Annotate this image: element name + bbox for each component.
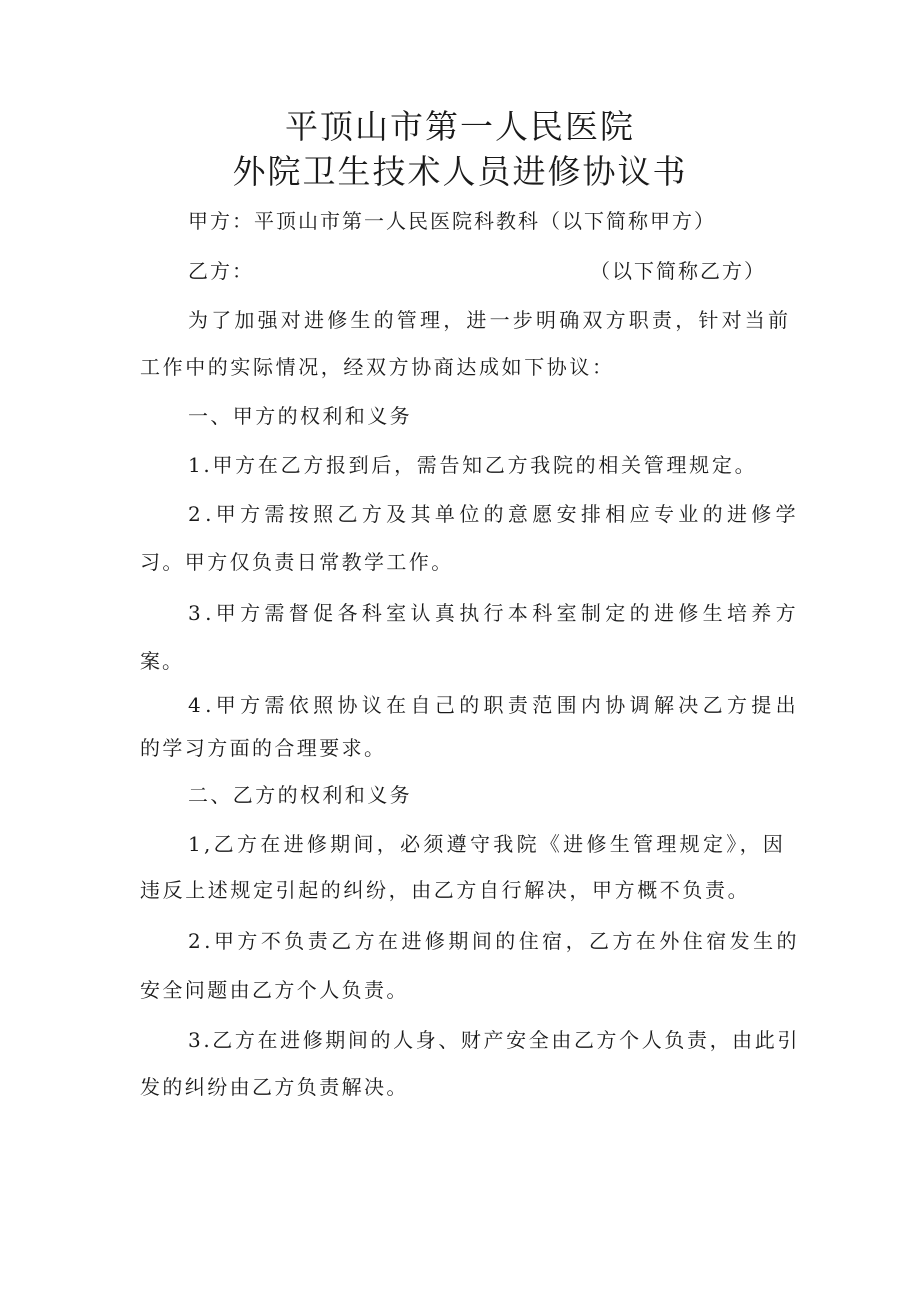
party-b-note: （以下简称乙方）: [590, 259, 766, 283]
section1-heading: 一、甲方的权利和义务: [188, 404, 412, 428]
section1-item4-line2: 的学习方面的合理要求。: [140, 736, 387, 760]
section2-item1-line1: 1,乙方在进修期间，必须遵守我院《进修生管理规定》，因: [188, 832, 787, 856]
document-title-line2: 外院卫生技术人员进修协议书: [232, 152, 688, 191]
party-b-label: 乙方：: [188, 259, 254, 283]
section2-item2-line2: 安全问题由乙方个人负责。: [140, 978, 409, 1002]
intro-line2: 工作中的实际情况，经双方协商达成如下协议：: [140, 355, 615, 379]
section1-item3-line1: 3.甲方需督促各科室认真执行本科室制定的进修生培养方: [188, 601, 800, 625]
section1-item3-line2: 案。: [140, 649, 184, 673]
section1-item2-line1: 2.甲方需按照乙方及其单位的意愿安排相应专业的进修学: [188, 502, 800, 526]
section2-item2-line1: 2.甲方不负责乙方在进修期间的住宿，乙方在外住宿发生的: [188, 929, 800, 953]
section1-item1: 1.甲方在乙方报到后，需告知乙方我院的相关管理规定。: [188, 453, 758, 477]
party-a-line: 甲方：平顶山市第一人民医院科教科（以下简称甲方）: [188, 209, 716, 233]
section1-item4-line1: 4.甲方需依照协议在自己的职责范围内协调解决乙方提出: [188, 693, 800, 717]
section2-item3-line1: 3.乙方在进修期间的人身、财产安全由乙方个人负责，由此引: [188, 1028, 800, 1052]
section2-heading: 二、乙方的权利和义务: [188, 783, 412, 807]
section2-item1-line2: 违反上述规定引起的纠纷，由乙方自行解决，甲方概不负责。: [140, 878, 751, 902]
intro-line1: 为了加强对进修生的管理，进一步明确双方职责，针对当前: [188, 308, 792, 332]
section2-item3-line2: 发的纠纷由乙方负责解决。: [140, 1075, 409, 1099]
section1-item2-line2: 习。甲方仅负责日常教学工作。: [140, 550, 454, 574]
document-title-line1: 平顶山市第一人民医院: [285, 107, 635, 146]
